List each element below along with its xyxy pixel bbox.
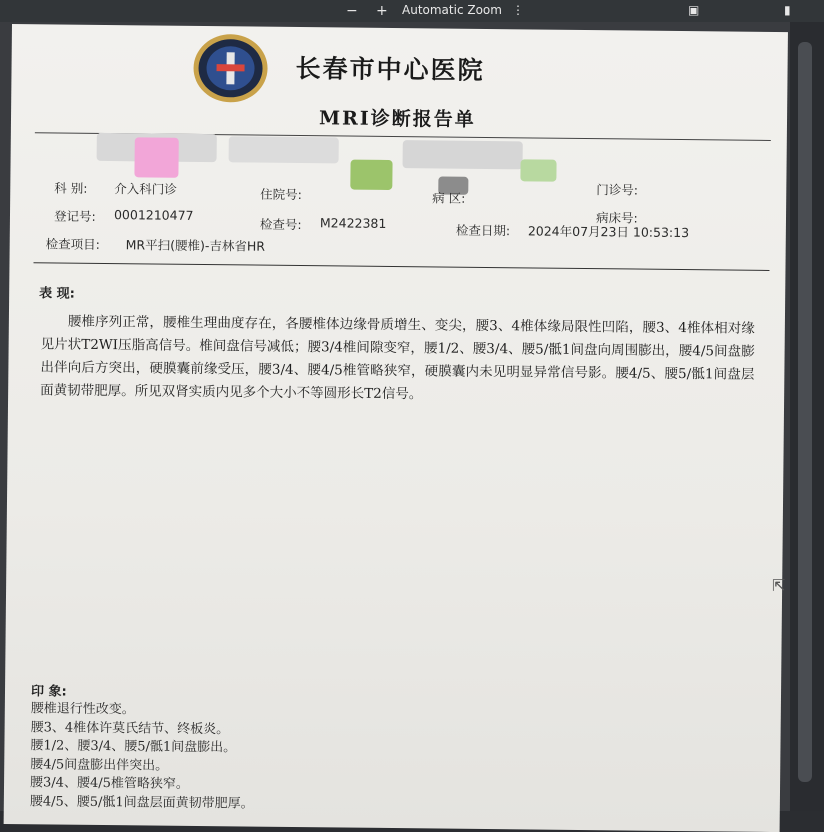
exam-no-label: 检查号: — [259, 216, 302, 233]
exam-date-label: 检查日期: — [455, 222, 511, 239]
print-icon[interactable]: ▮ — [784, 3, 791, 17]
hospital-logo — [191, 32, 270, 105]
redaction-block — [350, 160, 392, 190]
report-title: MRI诊断报告单 — [318, 107, 476, 131]
redaction-sticker — [520, 159, 556, 181]
scrollbar-thumb[interactable] — [798, 42, 812, 782]
redaction-block — [229, 136, 339, 163]
meta-divider — [33, 262, 769, 271]
mouse-cursor-icon: ⇱ — [772, 576, 786, 595]
save-icon[interactable]: ▣ — [688, 3, 700, 17]
zoom-in-button[interactable]: + — [376, 3, 388, 19]
reg-label: 登记号: — [53, 208, 96, 224]
redaction-block — [403, 140, 523, 169]
impression-list — [30, 700, 255, 813]
inpatient-label: 住院号: — [260, 186, 303, 203]
report-page — [4, 24, 788, 832]
pdf-toolbar — [0, 0, 824, 22]
zoom-out-button[interactable]: − — [346, 3, 358, 19]
outpatient-label: 门诊号: — [596, 182, 639, 198]
impression-line: 腰3、4椎体许莫氏结节、终板炎。 — [30, 719, 230, 737]
chevron-down-icon[interactable]: ⋮ — [512, 3, 524, 17]
impression-line: 腰4/5、腰5/骶1间盘层面黄韧带肥厚。 — [29, 793, 254, 812]
impression-label: 印 象: — [30, 684, 67, 700]
bed-label: 病床号: — [595, 210, 638, 226]
document-viewport — [0, 22, 824, 811]
impression-line: 腰3/4、腰4/5椎管略狭窄。 — [29, 775, 189, 792]
findings-label: 表 现: — [39, 286, 75, 302]
dept-label: 科 别: — [54, 180, 88, 196]
findings-text: 腰椎序列正常，腰椎生理曲度存在，各腰椎体边缘骨质增生、变尖，腰3、4椎体缘局限性凹陷，腰3、4椎体相对缘见片状T2WI压脂高信号。椎间盘信号减低；腰3/4椎间隙变窄，腰1/2、腰3/4、腰5/骶1间盘向周围膨出，腰4/5间盘膨出伴向后方突出，硬膜囊前缘受压，腰3/4、腰4/5椎管略狭窄，硬膜囊内未见明显异常信号影。腰4/5、腰5/骶1间盘层面黄韧带肥厚。所见双肾实质内见多个大小不等圆形长T2信号。 — [40, 313, 755, 403]
exam-date-value: 2024年07月23日 10:53:13 — [527, 223, 690, 241]
impression-line: 腰4/5间盘膨出伴突出。 — [30, 756, 169, 774]
exam-item-value: MR平扫(腰椎)-吉林省HR — [125, 237, 266, 254]
impression-line: 腰1/2、腰3/4、腰5/骶1间盘膨出。 — [30, 738, 237, 756]
hospital-name: 长春市中心医院 — [295, 53, 485, 85]
exam-item-label: 检查项目: — [45, 236, 100, 252]
impression-line: 腰椎退行性改变。 — [30, 701, 135, 718]
zoom-select[interactable]: Automatic Zoom — [402, 3, 502, 17]
reg-value: 0001210477 — [113, 207, 194, 223]
exam-no-value: M2422381 — [319, 215, 387, 231]
vertical-scrollbar[interactable] — [790, 22, 824, 811]
redaction-sticker — [134, 137, 178, 177]
ward-label: 病 区: — [432, 190, 466, 206]
dept-value: 介入科门诊 — [114, 181, 177, 197]
